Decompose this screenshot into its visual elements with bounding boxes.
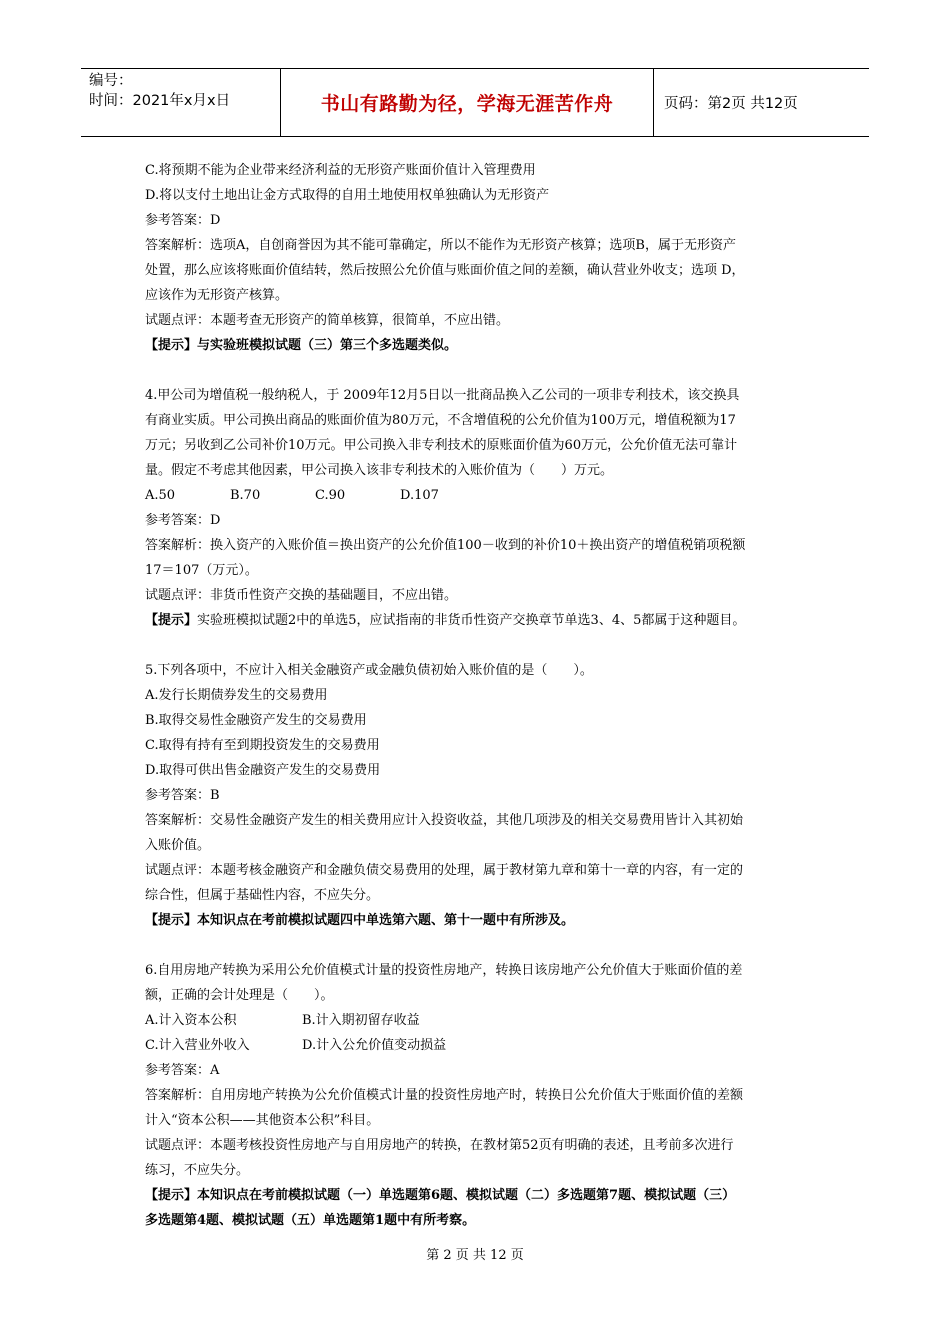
q6-answer: 参考答案：A [145,1063,220,1078]
q6-options-row-2 [145,1033,809,1058]
header-motto: 书山有路勤为径，学海无涯苦作舟 [281,69,654,136]
page-footer: 第 2 页 共 12 页 [426,1248,524,1263]
q6-options-row-1 [145,1008,809,1033]
q6-option-d: D.计入公允价值变动损益 [302,1038,447,1053]
q5-analysis-line: 答案解析：交易性金融资产发生的相关费用应计入投资收益，其他几项涉及的相关交易费用皆计入其初始 [145,813,744,828]
header-meta [81,69,281,136]
code-label: 编号： [89,73,133,89]
q4-option-b: B.70 [230,488,261,503]
q4-option-a: A.50 [145,488,176,503]
q5-tip: 【提示】本知识点在考前模拟试题四中单选第六题、第十一题中有所涉及。 [145,913,575,928]
q4-answer: 参考答案：D [145,513,221,528]
q5-option-c: C.取得有持有至到期投资发生的交易费用 [145,738,380,753]
q5-stem: 5.下列各项中，不应计入相关金融资产或金融负债初始入账价值的是（ ）。 [145,663,593,678]
q4-tip-label: 【提示】 [145,613,198,628]
q6-tip-line: 多选题第4题、模拟试题（五）单选题第1题中有所考察。 [145,1213,476,1228]
time-label: 时间：2021年x月x日 [89,93,231,109]
q5-comment-line: 试题点评：本题考核金融资产和金融负债交易费用的处理，属于教材第九章和第十一章的内容，有一定的 [145,863,744,878]
q6-stem-line: 6.自用房地产转换为采用公允价值模式计量的投资性房地产，转换日该房地产公允价值大于账面价值的差 [145,963,743,978]
q6-stem-line: 额，正确的会计处理是（ ）。 [145,988,334,1003]
q4-tip [145,608,809,633]
q4-tip-text: 实验班模拟试题2中的单选5，应试指南的非货币性资产交换章节单选3、4、5都属于这种题目。 [197,613,746,628]
q4-options [145,483,809,508]
q5-option-a: A.发行长期债券发生的交易费用 [145,688,328,703]
q3-analysis-line: 处置，那么应该将账面价值结转，然后按照公允价值与账面价值之间的差额，确认营业外收支；选项 D， [145,263,745,278]
q3-analysis-line: 答案解析：选项A，自创商誉因为其不能可靠确定，所以不能作为无形资产核算；选项B，属于无形资产 [145,238,736,253]
q3-option-c: C.将预期不能为企业带来经济利益的无形资产账面价值计入管理费用 [145,163,536,178]
q5-comment-line: 综合性，但属于基础性内容，不应失分。 [145,888,380,903]
q4-stem-line: 量。假定不考虑其他因素，甲公司换入该非专利技术的入账价值为（ ）万元。 [145,463,614,478]
q3-analysis-line: 应该作为无形资产核算。 [145,288,289,303]
page-header [81,68,869,137]
q6-comment-line: 试题点评：本题考核投资性房地产与自用房地产的转换，在教材第52页有明确的表述，且考前多次进行 [145,1138,734,1153]
q3-comment: 试题点评：本题考查无形资产的简单核算，很简单，不应出错。 [145,313,510,328]
q5-option-b: B.取得交易性金融资产发生的交易费用 [145,713,367,728]
q6-comment-line: 练习，不应失分。 [145,1163,250,1178]
q6-option-a: A.计入资本公积 [145,1013,237,1028]
q3-answer: 参考答案：D [145,213,221,228]
q3-tip: 【提示】与实验班模拟试题（三）第三个多选题类似。 [145,338,458,353]
q4-stem-line: 万元；另收到乙公司补价10万元。甲公司换入非专利技术的原账面价值为60万元，公允价值无法可靠计 [145,438,738,453]
q4-comment: 试题点评：非货币性资产交换的基础题目，不应出错。 [145,588,458,603]
q4-analysis-line: 答案解析：换入资产的入账价值＝换出资产的公允价值100－收到的补价10＋换出资产的增值税销项税额 [145,538,746,553]
q4-analysis-line: 17＝107（万元）。 [145,563,258,578]
header-page-info: 页码：第2页 共12页 [664,96,798,112]
q5-analysis-line: 入账价值。 [145,838,211,853]
q5-answer: 参考答案：B [145,788,220,803]
q3-option-d: D.将以支付土地出让金方式取得的自用土地使用权单独确认为无形资产 [145,188,550,203]
q6-option-b: B.计入期初留存收益 [302,1013,420,1028]
document-body [145,158,809,1233]
q4-option-c: C.90 [315,488,346,503]
q6-option-c: C.计入营业外收入 [145,1038,250,1053]
q6-analysis-line: 答案解析：自用房地产转换为公允价值模式计量的投资性房地产时，转换日公允价值大于账面价值的差额 [145,1088,744,1103]
q5-option-d: D.取得可供出售金融资产发生的交易费用 [145,763,381,778]
q6-analysis-line: 计入“资本公积——其他资本公积”科目。 [145,1113,380,1128]
q4-stem-line: 有商业实质。甲公司换出商品的账面价值为80万元，不含增值税的公允价值为100万元，增值税额为17 [145,413,736,428]
q4-stem-line: 4.甲公司为增值税一般纳税人，于 2009年12月5日以一批商品换入乙公司的一项非专利技术，该交换具 [145,388,740,403]
q6-tip-line: 【提示】本知识点在考前模拟试题（一）单选题第6题、模拟试题（二）多选题第7题、模拟试题（三） [145,1188,736,1203]
q4-option-d: D.107 [400,488,439,503]
